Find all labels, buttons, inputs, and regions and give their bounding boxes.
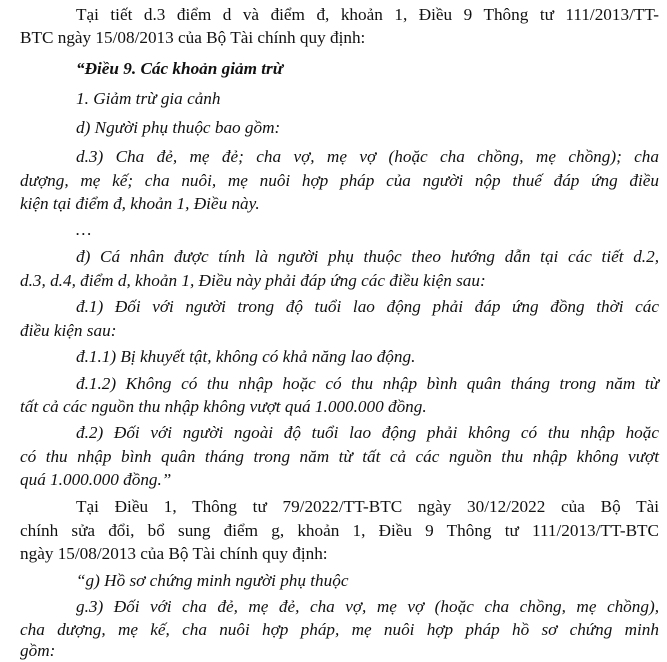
quote-line: g.3) Đối với cha đẻ, mẹ đẻ, cha vợ, mẹ vợ (hoặc cha chồng, mẹ chồng), bbox=[76, 597, 659, 616]
quote-line: đ.1.1) Bị khuyết tật, không có khả năng lao động. bbox=[76, 347, 416, 366]
quote-line: dượng, mẹ kế; cha nuôi, mẹ nuôi hợp pháp của người nộp thuế đáp ứng điều bbox=[20, 171, 659, 190]
quote-line: đ.2) Đối với người ngoài độ tuổi lao động phải không có thu nhập hoặc bbox=[76, 423, 659, 442]
quote-line: quá 1.000.000 đồng.” bbox=[20, 470, 172, 489]
quote-line: d.3) Cha đẻ, mẹ đẻ; cha vợ, mẹ vợ (hoặc cha chồng, mẹ chồng); cha bbox=[76, 147, 659, 166]
ellipsis: … bbox=[76, 220, 92, 239]
quote-line: cha dượng, mẹ kế, cha nuôi hợp pháp, mẹ nuôi hợp pháp hồ sơ chứng minh bbox=[20, 620, 659, 639]
paragraph-line: Tại Điều 1, Thông tư 79/2022/TT-BTC ngày 30/12/2022 của Bộ Tài bbox=[76, 497, 659, 516]
quote-line: đ.1.2) Không có thu nhập hoặc có thu nhập bình quân tháng trong năm từ bbox=[76, 374, 659, 393]
quote-line: d.3, d.4, điểm d, khoản 1, Điều này phải đáp ứng các điều kiện sau: bbox=[20, 271, 486, 290]
quote-line: 1. Giảm trừ gia cảnh bbox=[76, 89, 221, 108]
article-heading: “Điều 9. Các khoản giảm trừ bbox=[76, 59, 284, 78]
paragraph-line: chính sửa đổi, bổ sung điểm g, khoản 1, Điều 9 Thông tư 111/2013/TT-BTC bbox=[20, 521, 659, 540]
quote-line: gồm: bbox=[20, 641, 56, 660]
quote-line: kiện tại điểm đ, khoản 1, Điều này. bbox=[20, 194, 260, 213]
paragraph-line: Tại tiết d.3 điểm d và điểm đ, khoản 1, Điều 9 Thông tư 111/2013/TT- bbox=[76, 5, 659, 24]
paragraph-line: ngày 15/08/2013 của Bộ Tài chính quy định: bbox=[20, 544, 328, 563]
quote-line: tất cả các nguồn thu nhập không vượt quá 1.000.000 đồng. bbox=[20, 397, 427, 416]
quote-line: có thu nhập bình quân tháng trong năm từ tất cả các nguồn thu nhập không vượt bbox=[20, 447, 659, 466]
quote-line: d) Người phụ thuộc bao gồm: bbox=[76, 118, 281, 137]
quote-line: điều kiện sau: bbox=[20, 321, 117, 340]
quote-line: đ.1) Đối với người trong độ tuổi lao động phải đáp ứng đồng thời các bbox=[76, 297, 659, 316]
quote-line: đ) Cá nhân được tính là người phụ thuộc theo hướng dẫn tại các tiết d.2, bbox=[76, 247, 659, 266]
quote-line: “g) Hồ sơ chứng minh người phụ thuộc bbox=[76, 571, 349, 590]
paragraph-line: BTC ngày 15/08/2013 của Bộ Tài chính quy định: bbox=[20, 28, 366, 47]
